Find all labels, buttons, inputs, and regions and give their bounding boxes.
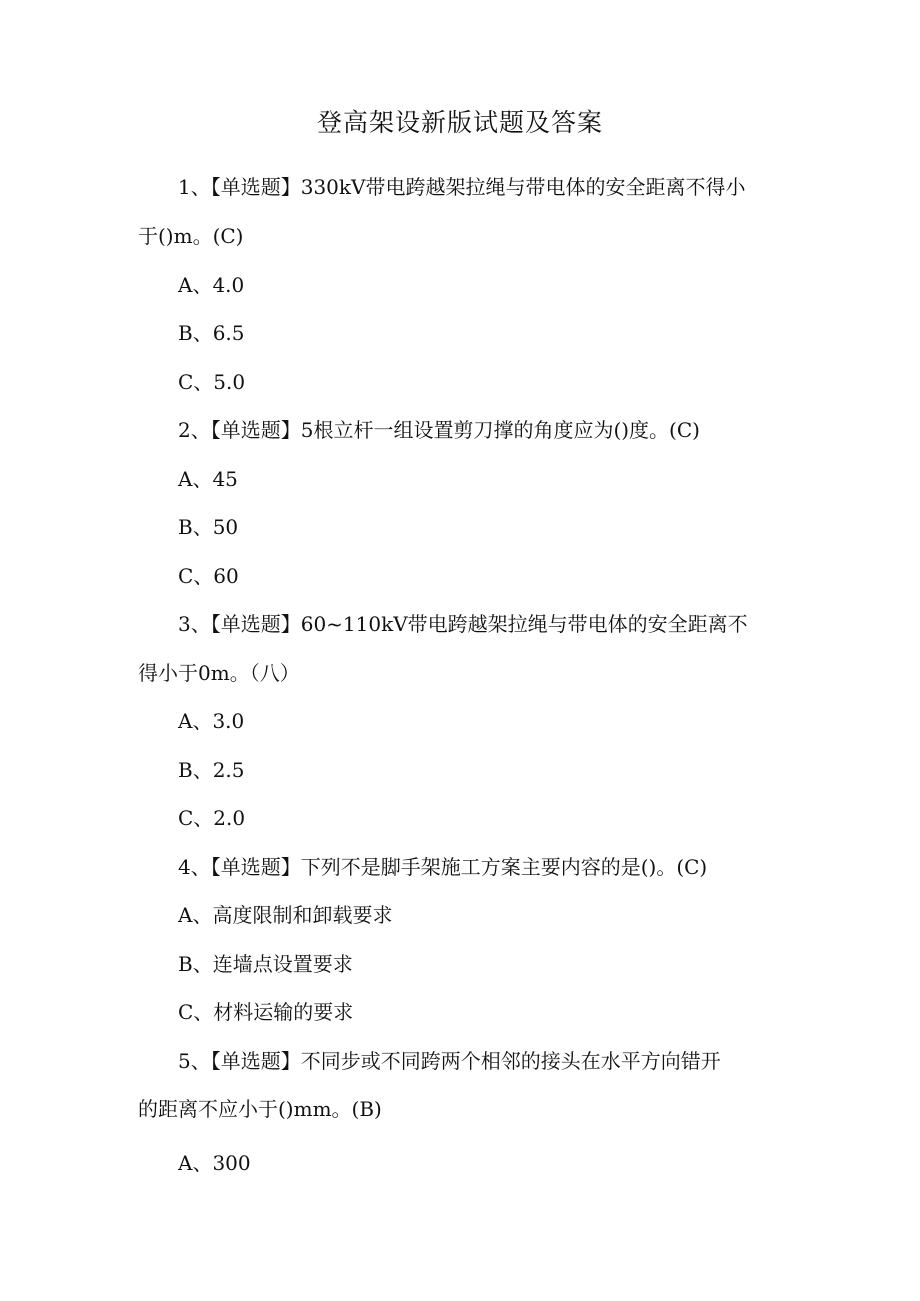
question-4-option-c: C、材料运输的要求 [178, 1000, 354, 1024]
question-1-option-a: A、4.0 [178, 273, 245, 297]
question-5-text-line-2: 的距离不应小于()mm。(B) [138, 1097, 382, 1121]
question-3-option-b: B、2.5 [178, 758, 245, 782]
question-4-option-b: B、连墙点设置要求 [178, 952, 353, 976]
question-3-text-line-2: 得小于0m。（八） [138, 661, 300, 685]
question-1-text-line-1: 1、【单选题】330kV带电跨越架拉绳与带电体的安全距离不得小 [178, 175, 746, 199]
question-5-option-a: A、300 [178, 1151, 251, 1175]
question-3-option-a: A、3.0 [178, 709, 245, 733]
question-3-option-c: C、2.0 [178, 806, 246, 830]
question-2-option-c: C、60 [178, 564, 239, 588]
question-1-text-line-2: 于()m。(C) [138, 224, 244, 248]
question-4-option-a: A、高度限制和卸载要求 [178, 903, 393, 927]
question-3-text-line-1: 3、【单选题】60~110kV带电跨越架拉绳与带电体的安全距离不 [178, 612, 748, 636]
question-4-text-line-1: 4、【单选题】下列不是脚手架施工方案主要内容的是()。(C) [178, 855, 708, 879]
question-1-option-b: B、6.5 [178, 321, 245, 345]
question-2-text-line-1: 2、【单选题】5根立杆一组设置剪刀撑的角度应为()度。(C) [178, 418, 700, 442]
question-5-text-line-1: 5、【单选题】不同步或不同跨两个相邻的接头在水平方向错开 [178, 1049, 721, 1073]
question-2-option-b: B、50 [178, 515, 239, 539]
page-title: 登高架设新版试题及答案 [316, 108, 603, 137]
question-2-option-a: A、45 [178, 467, 238, 491]
question-1-option-c: C、5.0 [178, 370, 246, 394]
